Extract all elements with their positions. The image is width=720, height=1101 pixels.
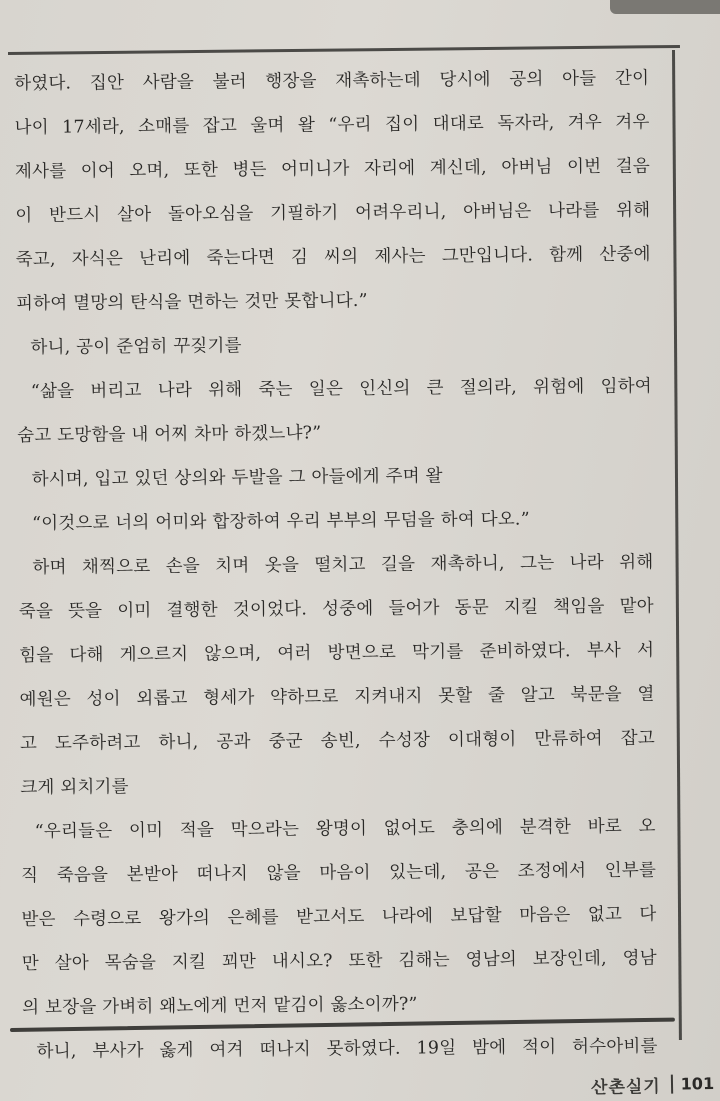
text-line: 하였다. 집안 사람을 불러 행장을 재촉하는데 당시에 공의 아들 간이 (14, 68, 650, 94)
text-line: 받은 수령으로 왕가의 은혜를 받고서도 나라에 보답할 마음은 없고 다 (21, 904, 657, 930)
text-line: 예원은 성이 외롭고 형세가 약하므로 지켜내지 못할 줄 알고 북문을 열 (19, 684, 655, 710)
text-line: 피하여 멸망의 탄식을 면하는 것만 못합니다.” (16, 290, 368, 314)
text-line: 하시며, 입고 있던 상의와 두발을 그 아들에게 주며 왈 (31, 466, 443, 490)
text-line: “삶을 버리고 나라 위해 죽는 일은 인신의 큰 절의라, 위험에 임하여 (30, 376, 652, 402)
text-line: 죽고, 자식은 난리에 죽는다면 김 씨의 제사는 그만입니다. 함께 산중에 (15, 244, 651, 270)
text-line: 숨고 도망함을 내 어찌 차마 하겠느냐?” (17, 423, 322, 446)
text-line: “우리들은 이미 적을 막으라는 왕명이 없어도 충의에 분격한 바로 오 (34, 816, 656, 842)
text-line: 만 살아 목숨을 지킬 꾀만 내시오? 또한 김해는 영남의 보장인데, 영남 (21, 948, 657, 974)
text-line: 고 도주하려고 하니, 공과 중군 송빈, 수성장 이대형이 만류하여 잡고 (19, 728, 656, 754)
text-line: 하며 채찍으로 손을 치며 옷을 떨치고 길을 재촉하니, 그는 나라 위해 (32, 552, 654, 578)
text-line: “이것으로 너의 어미와 합장하여 우리 부부의 무덤을 하여 다오.” (31, 509, 530, 534)
text-line: 직 죽음을 본받아 떠나지 않을 마음이 있는데, 공은 조정에서 인부를 (21, 860, 657, 886)
text-line: 이 반드시 살아 돌아오심을 기필하기 어려우리니, 아버님은 나라를 위해 (15, 200, 651, 226)
running-title: 산촌실기 (590, 1076, 661, 1098)
page-number: 101 (670, 1073, 714, 1093)
frame-top-rule (8, 45, 680, 55)
text-line: 죽을 뜻을 이미 결행한 것이었다. 성중에 들어가 동문 지킬 책임을 맡아 (18, 596, 654, 622)
text-line: 제사를 이어 오며, 또한 병든 어미니가 자리에 계신데, 아버님 이번 걸음 (14, 156, 651, 182)
text-line: 하니, 부사가 옳게 여겨 떠나지 못하였다. 19일 밤에 적이 허수아비를 (36, 1036, 658, 1062)
page-footer (591, 1070, 715, 1098)
text-line: 크게 외치기를 (20, 777, 129, 798)
text-line: 힘을 다해 게으르지 않으며, 여러 방면으로 막기를 준비하였다. 부사 서 (19, 640, 655, 666)
text-line: 의 보장을 가벼히 왜노에게 먼저 맡김이 옳소이까?” (22, 994, 418, 1018)
text-line: 하니, 공이 준엄히 꾸짖기를 (30, 336, 242, 358)
body-text (14, 56, 658, 1074)
corner-mark (610, 0, 720, 14)
text-line: 나이 17세라, 소매를 잡고 울며 왈 “우리 집이 대대로 독자라, 겨우 겨우 (14, 112, 650, 138)
frame-right-rule (672, 50, 682, 1040)
